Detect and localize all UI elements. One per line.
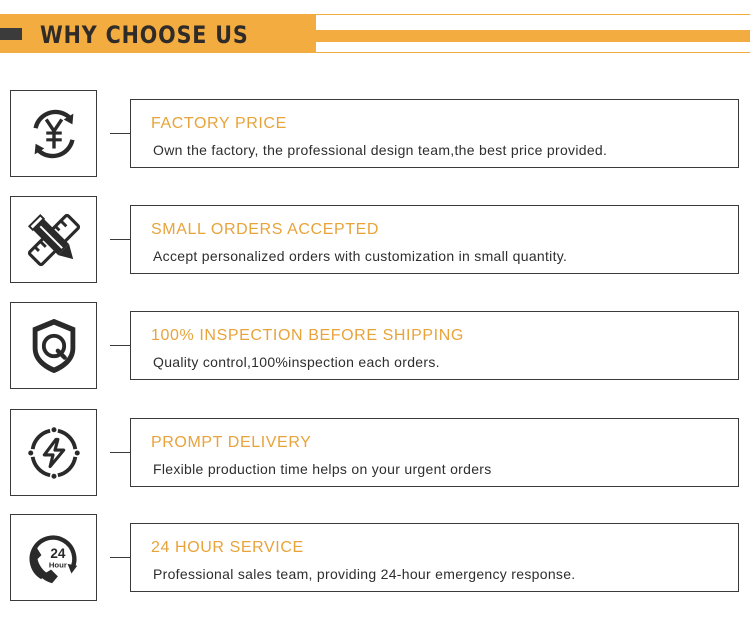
feature-description: Professional sales team, providing 24-hour emergency response. — [153, 566, 576, 582]
feature-row-inspection — [0, 302, 750, 392]
feature-title: 100% INSPECTION BEFORE SHIPPING — [151, 327, 464, 344]
feature-title: PROMPT DELIVERY — [151, 434, 312, 451]
feature-title: FACTORY PRICE — [151, 115, 287, 132]
feature-text-box — [130, 523, 739, 592]
feature-icon-box — [10, 196, 97, 283]
feature-text-box — [130, 311, 739, 380]
feature-title: 24 HOUR SERVICE — [151, 539, 304, 556]
icon-24-text: 24 — [49, 545, 65, 561]
pencil-ruler-icon — [23, 209, 85, 271]
feature-row-small-orders — [0, 196, 750, 286]
phone-24-hour-icon — [23, 527, 85, 589]
feature-description: Quality control,100%inspection each orders. — [153, 354, 440, 370]
feature-description: Accept personalized orders with customization in small quantity. — [153, 248, 568, 264]
header-accent-bar — [316, 30, 750, 42]
icon-hour-text: Hour — [48, 560, 67, 570]
feature-row-factory-price — [0, 90, 750, 180]
feature-text-box — [130, 418, 739, 487]
feature-description: Flexible production time helps on your urgent orders — [153, 461, 492, 477]
feature-text-box — [130, 99, 739, 168]
shield-q-icon — [23, 315, 85, 377]
feature-icon-box — [10, 302, 97, 389]
feature-icon-box — [10, 409, 97, 496]
section-title: WHY CHOOSE US — [40, 21, 249, 49]
feature-row-24-hour-service — [0, 514, 750, 604]
feature-title: SMALL ORDERS ACCEPTED — [151, 221, 380, 238]
section-header — [0, 0, 750, 56]
header-top-line — [316, 14, 750, 15]
header-dark-marker — [0, 28, 22, 40]
feature-row-prompt-delivery — [0, 409, 750, 499]
lightning-cycle-icon — [23, 422, 85, 484]
feature-text-box — [130, 205, 739, 274]
feature-icon-box — [10, 514, 97, 601]
yen-refresh-icon — [23, 103, 85, 165]
feature-icon-box — [10, 90, 97, 177]
header-bottom-line — [316, 52, 750, 53]
feature-description: Own the factory, the professional design team,the best price provided. — [153, 142, 608, 158]
